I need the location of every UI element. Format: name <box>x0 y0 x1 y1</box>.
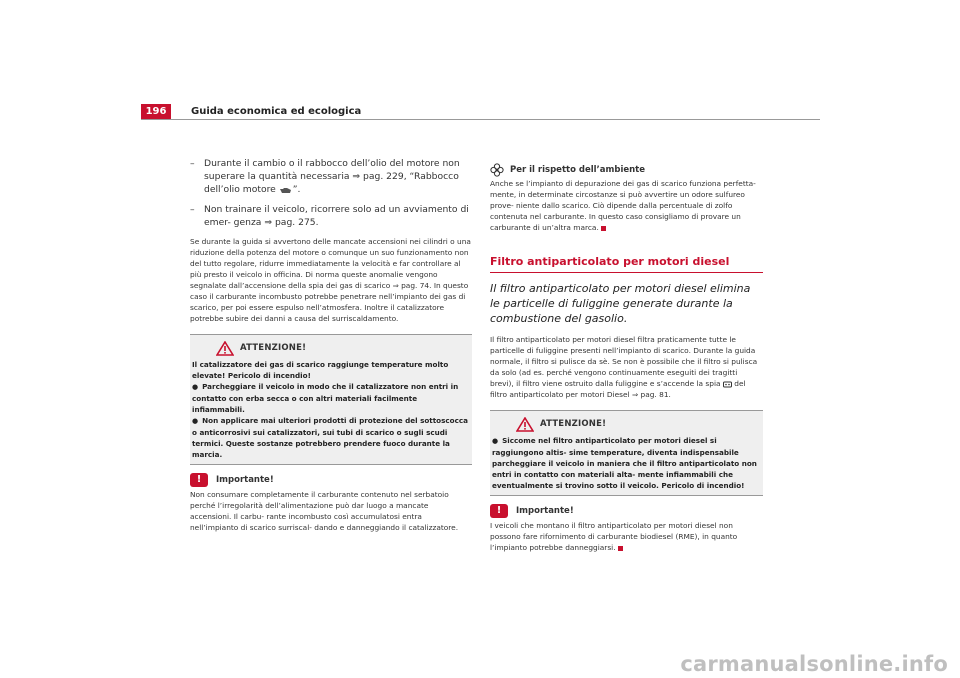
warning-bullet <box>492 435 761 491</box>
header-rule <box>141 119 820 120</box>
left-column <box>190 157 472 543</box>
warning-bullet-text: Siccome nel filtro antiparticolato per motori diesel si raggiungono altis- sime temperature, diventa indispensabile parcheggiare il veicolo in maniera che il filtro antiparticolato non entri in contatto con materiali alta- mente infiammabili che eventualmente si trovino sotto il veicolo. Pericolo di incendio! <box>492 436 757 490</box>
environment-text <box>490 178 763 233</box>
body-paragraph: Se durante la guida si avvertono delle mancate accensioni nei cilindri o una riduzione della potenza del motore o comunque un suo funzionamento non del tutto regolare, ridurre immediatamente la velocità e far controllare al più presto il veicolo in officina. Di norma queste anomalie vengono segnalate dall’accensione della spia dei gas di scarico ⇒ pag. 74. In questo caso il carburante incombusto potrebbe penetrare nell’impianto dei gas di scarico, per poi essere espulso nell’atmosfera. Inoltre il catalizzatore potrebbe subire dei danni a causa del surriscaldamento. <box>190 237 471 323</box>
oil-can-icon <box>279 186 293 194</box>
warning-title: ATTENZIONE! <box>240 343 307 353</box>
running-header-title: Guida economica ed ecologica <box>191 106 362 117</box>
section-paragraph <box>490 334 763 400</box>
bullet-icon: ● <box>192 417 199 425</box>
warning-bullet <box>192 415 470 460</box>
exclamation-icon: ! <box>490 504 508 518</box>
dash-marker: – <box>190 158 195 169</box>
watermark: carmanualsonline.info <box>680 652 948 676</box>
note-title: Importante! <box>216 474 274 485</box>
section-title: Filtro antiparticolato per motori diesel <box>490 255 730 268</box>
warning-bullet-text: Non applicare mai ulteriori prodotti di protezione del sottoscocca o anticorrosivi sui catalizzatori, sui tubi di scarico o sugli scudi termici. Queste sostanze potrebbero prendere fuoco durante la marcia. <box>192 416 468 459</box>
environment-header <box>490 163 763 177</box>
dash-item-text-end: ”. <box>292 184 301 195</box>
page-number: 196 <box>141 104 171 120</box>
dash-item <box>190 203 472 229</box>
section-paragraph-text-end: del filtro antiparticolato per motori Diesel ⇒ pag. 81. <box>490 379 746 399</box>
end-of-section-icon <box>618 546 623 551</box>
warning-header <box>192 335 470 359</box>
exclamation-icon: ! <box>190 473 208 487</box>
section-subtitle: Il filtro antiparticolato per motori diesel elimina le particelle di fuliggine generate durante la combustione del gasolio. <box>490 282 751 325</box>
environment-text-content: Anche se l’impianto di depurazione dei gas di scarico funziona perfetta- mente, in determinate circostanze si può avvertire un odore sulfureo prove- niente dallo scarico. Ciò dipende dalla percentuale di zolfo contenuta nel carburante. In questo caso consigliamo di provare un carburante di un’altra marca. <box>490 179 756 232</box>
particulate-filter-warning-light-icon <box>723 381 732 388</box>
warning-box <box>190 334 472 465</box>
warning-triangle-icon <box>516 417 534 432</box>
bullet-icon: ● <box>192 383 199 391</box>
warning-intro: Il catalizzatore dei gas di scarico raggiunge temperature molto elevate! Pericolo di incendio! <box>192 360 449 380</box>
end-of-section-icon <box>601 226 606 231</box>
dash-marker: – <box>190 204 195 215</box>
warning-triangle-icon <box>216 341 234 356</box>
warning-bullet-text: Parcheggiare il veicolo in modo che il catalizzatore non entri in contatto con erba secca o con altri materiali facilmente infiammabili. <box>192 382 459 414</box>
note-text-content: I veicoli che montano il filtro antiparticolato per motori diesel non possono fare rifornimento di carburante biodiesel (RME), in quanto l’impianto potrebbe danneggiarsi. <box>490 521 738 552</box>
section-paragraph-text: Il filtro antiparticolato per motori diesel filtra praticamente tutte le particelle di fuliggine presenti nell’impianto di scarico. Durante la guida normale, il filtro si pulisce da sè. Se non è possibile che il filtro si pulisca da solo (ad es. perché vengono continuamente eseguiti dei tragitti brevi), il filtro viene ostruito dalla fuliggine e s’accende la spia <box>490 335 758 388</box>
environment-title: Per il rispetto dell’ambiente <box>510 164 646 175</box>
note-text <box>490 520 763 553</box>
dash-item-text: Durante il cambio o il rabbocco dell’olio del motore non superare la quantità necessaria ⇒ pag. 229, “Rabbocco dell’olio motore <box>204 158 460 195</box>
warning-title: ATTENZIONE! <box>540 419 607 429</box>
section-rule <box>490 272 763 273</box>
note-header <box>490 504 763 518</box>
note-header <box>190 473 472 487</box>
right-column <box>490 163 763 563</box>
warning-bullet <box>192 381 470 415</box>
note-text: Non consumare completamente il carburante contenuto nel serbatoio perché l’irregolarità dell’alimentazione può dar luogo a mancate accensioni. Il carbu- rante incombusto così accumulatosi entra nell’impianto di scarico surriscal- dando e danneggiando il catalizzatore. <box>190 490 459 532</box>
dash-item <box>190 157 472 196</box>
bullet-icon: ● <box>492 437 499 445</box>
flower-icon <box>490 163 504 177</box>
warning-header <box>492 411 761 435</box>
warning-box <box>490 410 763 496</box>
dash-item-text: Non trainare il veicolo, ricorrere solo ad un avviamento di emer- genza ⇒ pag. 275. <box>204 204 469 228</box>
note-title: Importante! <box>516 505 574 516</box>
